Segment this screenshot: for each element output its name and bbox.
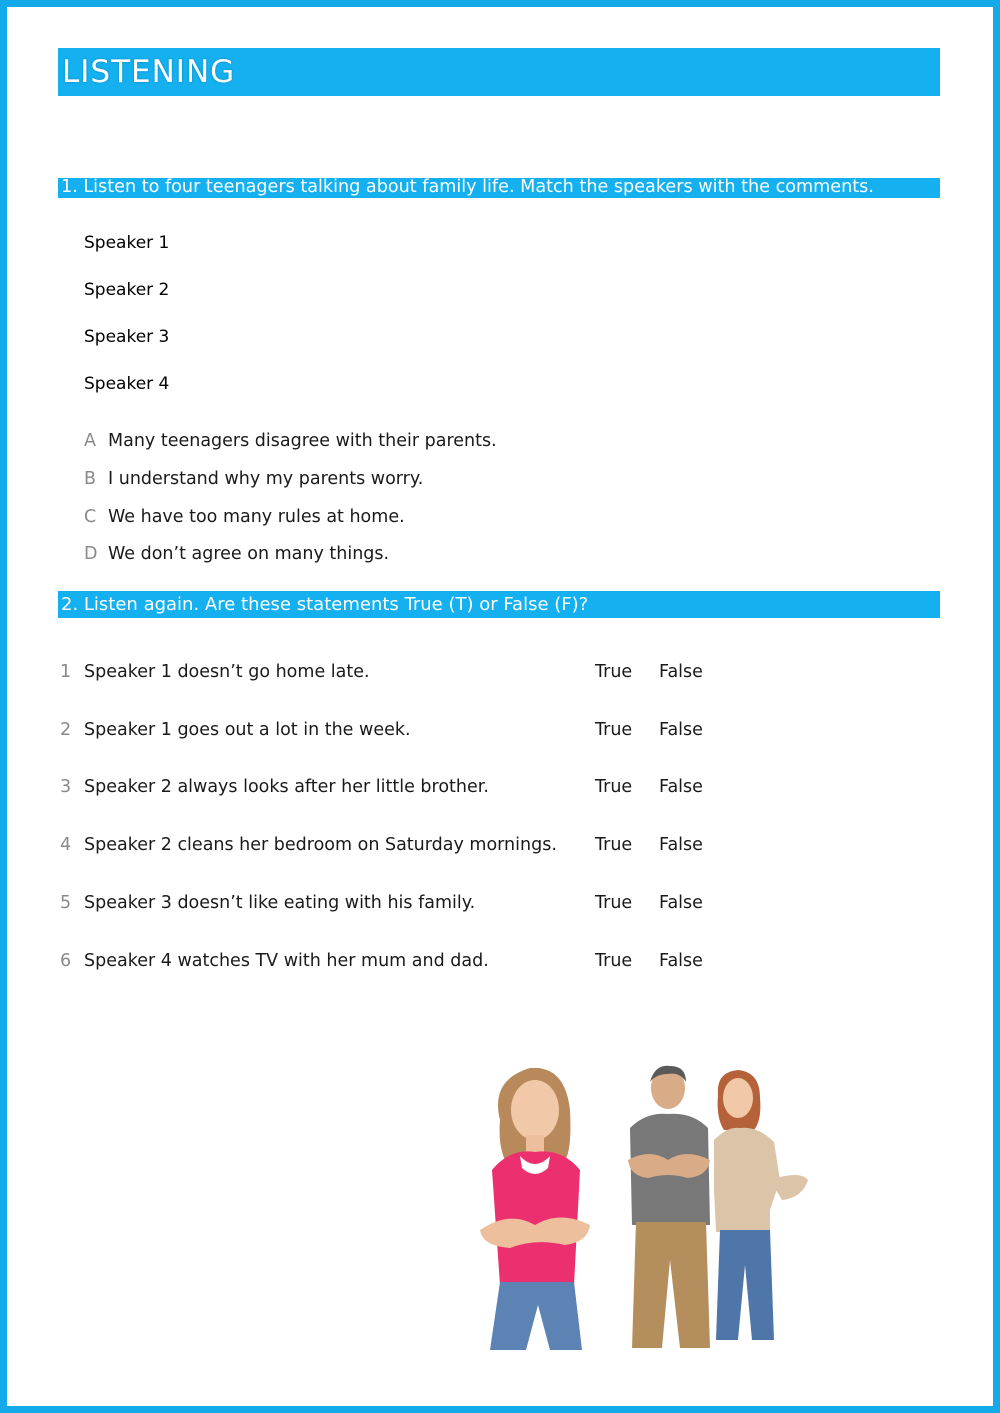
statement-text: Speaker 2 cleans her bedroom on Saturday mornings. bbox=[84, 835, 557, 855]
speaker-label: Speaker 3 bbox=[84, 327, 170, 347]
speaker-label: Speaker 2 bbox=[84, 280, 170, 300]
speaker-label: Speaker 4 bbox=[84, 374, 170, 394]
statement-text: Speaker 2 always looks after her little brother. bbox=[84, 777, 489, 797]
comment-text: I understand why my parents worry. bbox=[108, 469, 424, 489]
statement-text: Speaker 3 doesn’t like eating with his family. bbox=[84, 893, 476, 913]
mother-figure bbox=[714, 1070, 808, 1340]
statement-row bbox=[60, 720, 760, 748]
statement-number: 5 bbox=[60, 893, 72, 913]
father-figure bbox=[628, 1066, 710, 1348]
true-option[interactable]: True bbox=[595, 720, 633, 740]
statement-row bbox=[60, 777, 760, 805]
statement-number: 4 bbox=[60, 835, 72, 855]
comment-letter: C bbox=[84, 507, 97, 527]
false-option[interactable]: False bbox=[659, 720, 703, 740]
family-photo-icon bbox=[470, 1060, 830, 1355]
statement-row bbox=[60, 893, 760, 921]
statement-number: 3 bbox=[60, 777, 72, 797]
comment-item bbox=[84, 431, 497, 451]
true-option[interactable]: True bbox=[595, 951, 633, 971]
speaker-label: Speaker 1 bbox=[84, 233, 170, 253]
false-option[interactable]: False bbox=[659, 893, 703, 913]
comment-item bbox=[84, 544, 389, 564]
comment-item bbox=[84, 469, 423, 489]
true-option[interactable]: True bbox=[595, 893, 633, 913]
comment-letter: D bbox=[84, 544, 98, 564]
statement-number: 1 bbox=[60, 662, 72, 682]
statement-number: 2 bbox=[60, 720, 72, 740]
false-option[interactable]: False bbox=[659, 777, 703, 797]
comment-text: We don’t agree on many things. bbox=[108, 544, 390, 564]
statement-row bbox=[60, 662, 760, 690]
statement-text: Speaker 4 watches TV with her mum and dad. bbox=[84, 951, 489, 971]
statement-text: Speaker 1 goes out a lot in the week. bbox=[84, 720, 411, 740]
statement-row bbox=[60, 835, 760, 863]
statement-text: Speaker 1 doesn’t go home late. bbox=[84, 662, 370, 682]
true-option[interactable]: True bbox=[595, 835, 633, 855]
section2-instruction: 2. Listen again. Are these statements True (T) or False (F)? bbox=[58, 591, 940, 618]
comment-letter: A bbox=[84, 431, 96, 451]
statement-row bbox=[60, 951, 760, 979]
false-option[interactable]: False bbox=[659, 662, 703, 682]
comment-text: We have too many rules at home. bbox=[108, 507, 405, 527]
true-option[interactable]: True bbox=[595, 777, 633, 797]
statement-number: 6 bbox=[60, 951, 72, 971]
comment-text: Many teenagers disagree with their parents. bbox=[108, 431, 497, 451]
false-option[interactable]: False bbox=[659, 835, 703, 855]
section1-instruction: 1. Listen to four teenagers talking about family life. Match the speakers with the comments. bbox=[58, 178, 940, 198]
true-option[interactable]: True bbox=[595, 662, 633, 682]
teenager-figure bbox=[480, 1068, 590, 1350]
comment-item bbox=[84, 507, 405, 527]
false-option[interactable]: False bbox=[659, 951, 703, 971]
comment-letter: B bbox=[84, 469, 97, 489]
page-title: LISTENING bbox=[58, 48, 940, 96]
